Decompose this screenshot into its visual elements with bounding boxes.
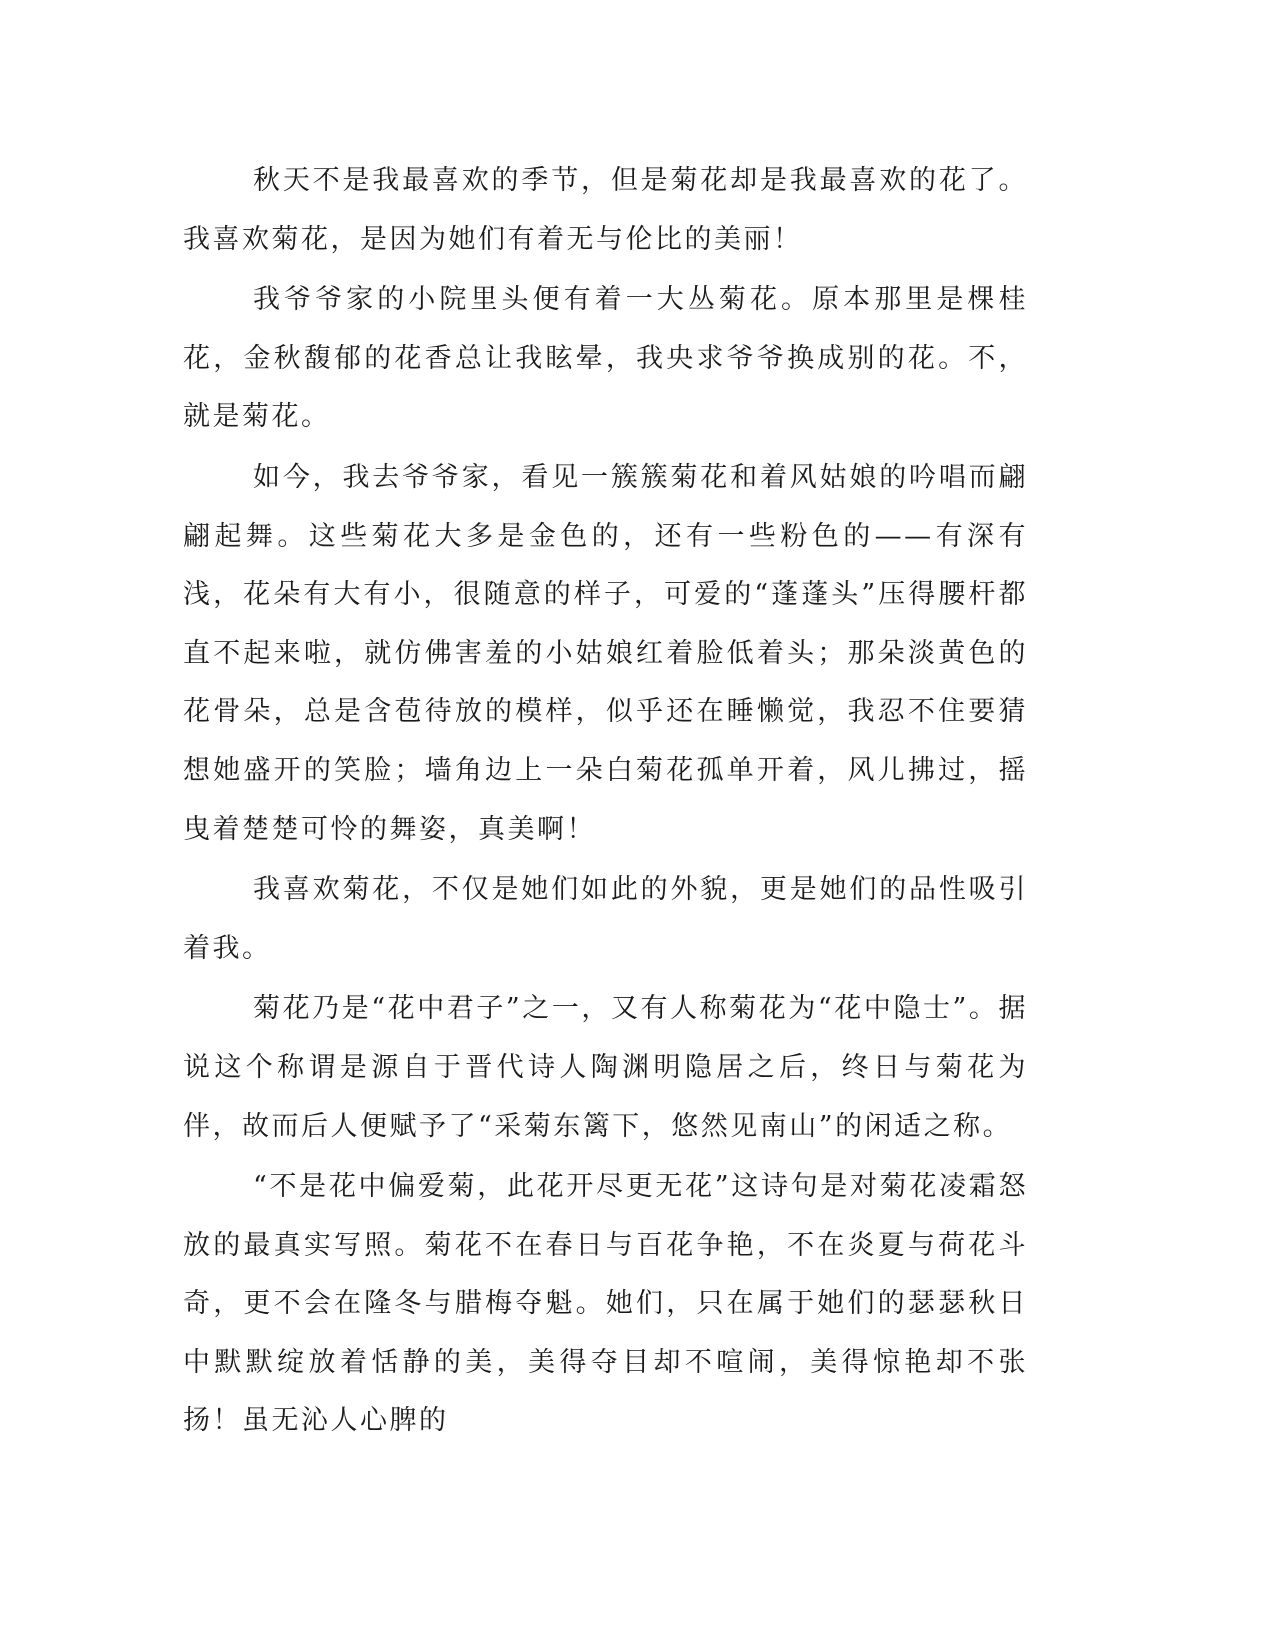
paragraph-5: 菊花乃是“花中君子”之一，又有人称菊花为“花中隐士”。据说这个称谓是源自于晋代诗人陶渊明隐居之后，终日与菊花为伴，故而后人便赋予了“采菊东篱下，悠然见南山”的闲适之称。 <box>183 993 1028 1142</box>
paragraph-2: 我爷爷家的小院里头便有着一大丛菊花。原本那里是棵桂花，金秋馥郁的花香总让我眩晕，我央求爷爷换成别的花。不，就是菊花。 <box>183 284 1028 433</box>
paragraph-1: 秋天不是我最喜欢的季节，但是菊花却是我最喜欢的花了。我喜欢菊花，是因为她们有着无与伦比的美丽！ <box>183 165 1028 255</box>
paragraph-4: 我喜欢菊花，不仅是她们如此的外貌，更是她们的品性吸引着我。 <box>183 874 1028 964</box>
essay-body <box>183 152 1028 1453</box>
paragraph-3: 如今，我去爷爷家，看见一簇簇菊花和着风姑娘的吟唱而翩翩起舞。这些菊花大多是金色的，还有一些粉色的——有深有浅，花朵有大有小，很随意的样子，可爱的“蓬蓬头”压得腰杆都直不起来啦，就仿佛害羞的小姑娘红着脸低着头；那朵淡黄色的花骨朵，总是含苞待放的模样，似乎还在睡懒觉，我忍不住要猜想她盛开的笑脸；墙角边上一朵白菊花孤单开着，风儿拂过，摇曳着楚楚可怜的舞姿，真美啊！ <box>183 461 1028 845</box>
paragraph-6: “不是花中偏爱菊，此花开尽更无花”这诗句是对菊花凌霜怒放的最真实写照。菊花不在春日与百花争艳，不在炎夏与荷花斗奇，更不会在隆冬与腊梅夺魁。她们，只在属于她们的瑟瑟秋日中默默绽放着恬静的美，美得夺目却不喧闹，美得惊艳却不张扬！虽无沁人心脾的 <box>183 1171 1028 1437</box>
